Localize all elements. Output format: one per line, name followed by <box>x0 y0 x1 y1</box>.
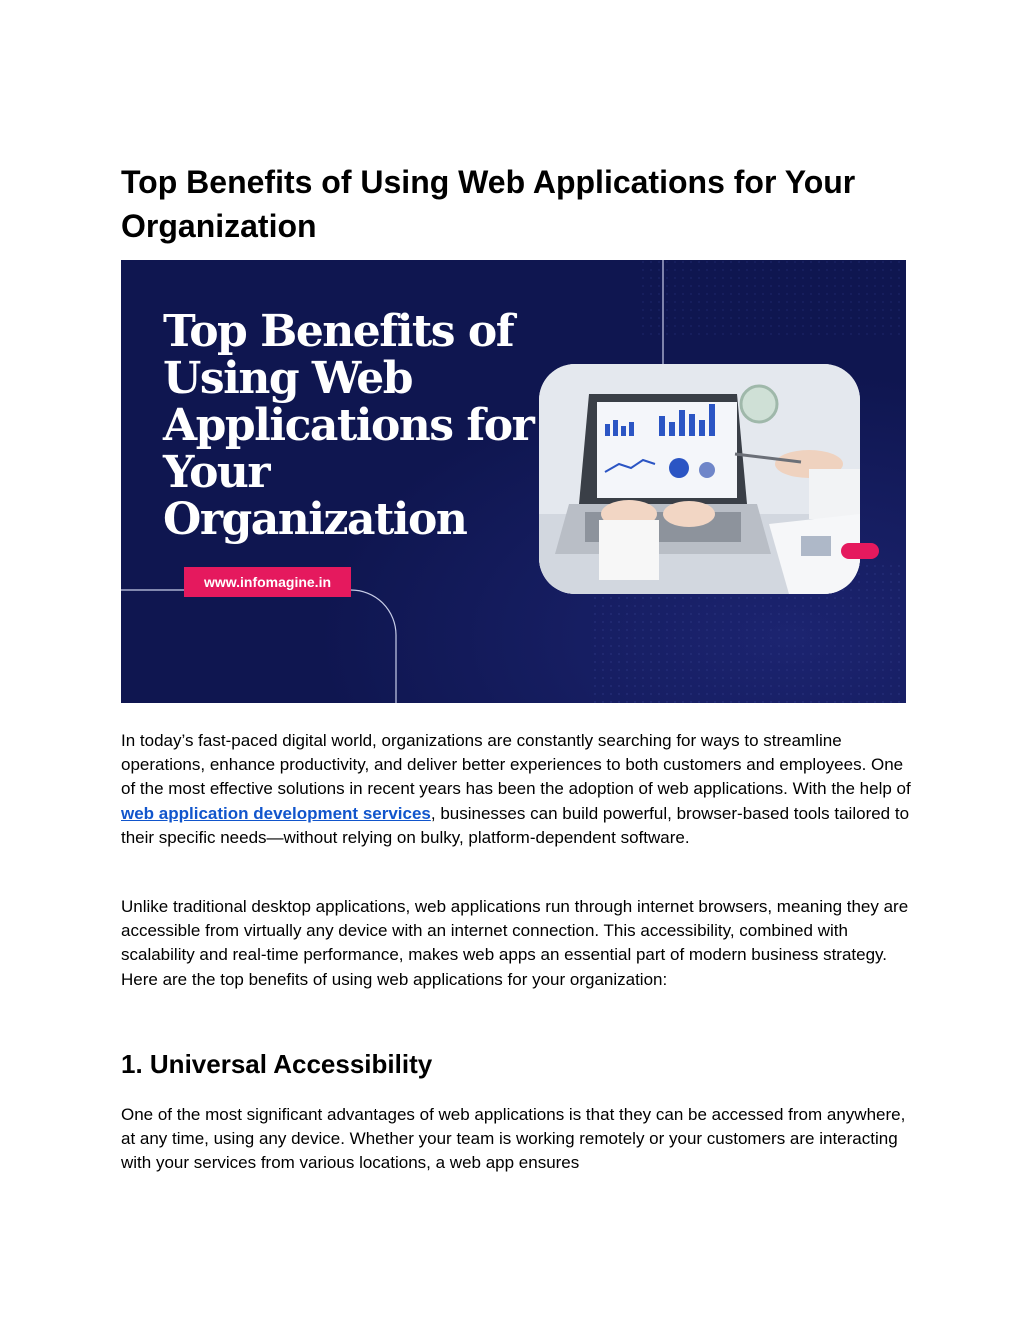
page-title: Top Benefits of Using Web Applications for Your Organization <box>121 164 856 244</box>
decorative-pill <box>841 543 879 559</box>
intro-text-before-link: In today’s fast-paced digital world, organizations are constantly searching for ways to streamline operations, enhance productivity, and deliver better experiences to both customers and employees. One of the most effective solutions in recent years has been the adoption of web applications. With the help of <box>121 731 911 799</box>
section-1-paragraph: One of the most significant advantages of web applications is that they can be accessed from anywhere, at any time, using any device. Whether your team is working remotely or your customers are interacting with your services from various locations, a web app ensures <box>121 1105 906 1173</box>
banner-heading-line: Top Benefits of <box>163 306 514 357</box>
intro-paragraph-2: Unlike traditional desktop applications, web applications run through internet browsers, meaning they are accessible from virtually any device with an internet connection. This accessibility, combined with scalability and real-time performance, makes web apps an essential part of modern business strategy. Here are the top benefits of using web applications for your organization: <box>121 897 909 989</box>
intro-text-after-link: , businesses can build powerful, browser-based tools tailored to their specific needs—without relying on bulky, platform-dependent software. <box>121 803 910 847</box>
intro-paragraph-1 <box>121 729 911 850</box>
banner-heading-line: Organization <box>163 494 467 545</box>
hero-banner-image <box>121 260 906 703</box>
banner-heading-line: Applications for <box>163 400 534 451</box>
laptop-analytics-photo <box>539 364 860 594</box>
banner-heading-line: Using Web <box>163 353 413 404</box>
banner-heading-line: Your <box>163 447 270 498</box>
section-heading-universal-accessibility: 1. Universal Accessibility <box>121 1049 433 1079</box>
banner-heading <box>163 308 543 543</box>
web-app-services-link[interactable]: web application development services <box>121 803 431 823</box>
url-badge: www.infomagine.in <box>184 567 351 597</box>
